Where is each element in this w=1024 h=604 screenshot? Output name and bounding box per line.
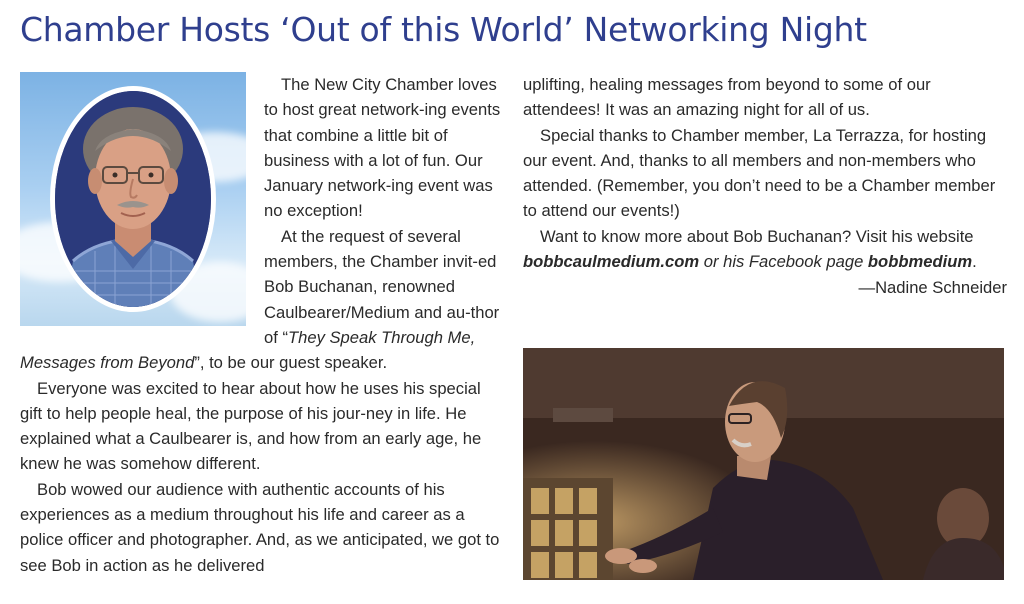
portrait-photo bbox=[20, 72, 246, 326]
paragraph-wowed: Bob wowed our audience with authentic accounts of his experiences as a medium throughout his life and career as a police officer and photographer. And, as we anticipated, we got to see Bob in action as he delivered bbox=[20, 479, 500, 575]
website-link[interactable]: bobbcaulmedium.com bbox=[523, 252, 700, 272]
headline: Chamber Hosts ‘Out of this World’ Networking Night bbox=[20, 10, 867, 49]
byline: —Nadine Schneider bbox=[858, 278, 1007, 298]
paragraph-excitement: Everyone was excited to hear about how he uses his special gift to help people heal, the purpose of his jour-ney in life. He explained what a Caulbearer is, and how from an early age, he knew he was somehow different. bbox=[20, 378, 482, 474]
right-column bbox=[523, 72, 1007, 301]
facebook-link[interactable]: bobbmedium bbox=[867, 252, 973, 272]
speaker-scene-illustration bbox=[523, 348, 1004, 580]
book-title: They Speak Through Me, Messages from Beyond bbox=[20, 327, 476, 373]
event-photo bbox=[523, 348, 1004, 580]
man-portrait-illustration bbox=[55, 91, 211, 307]
paragraph-thanks: Special thanks to Chamber member, La Terrazza, for hosting our event. And, thanks to all members and non-members who attended. (Remember, you don’t need to be a Chamber member to attend our events!) bbox=[523, 125, 996, 221]
paragraph-intro: The New City Chamber loves to host great network-ing events that combine a little bit of business with a lot of fun. Our January network-ing event was no exception! bbox=[264, 75, 501, 221]
paragraph-invitation: At the request of several members, the Chamber invit-ed Bob Buchanan, renowned Caulbearer/Medium and au-thor of “They Speak Through Me, Messages from Beyond”, to be our guest speaker. bbox=[20, 226, 500, 373]
paragraph-continuation: uplifting, healing messages from beyond to some of our attendees! It was an amazing night for all of us. bbox=[523, 75, 931, 120]
portrait-oval bbox=[50, 86, 216, 312]
left-column bbox=[20, 72, 502, 578]
paragraph-more-info: Want to know more about Bob Buchanan? Visit his website bobbcaulmedium.com or his Facebook page bobbmedium. bbox=[523, 226, 977, 272]
